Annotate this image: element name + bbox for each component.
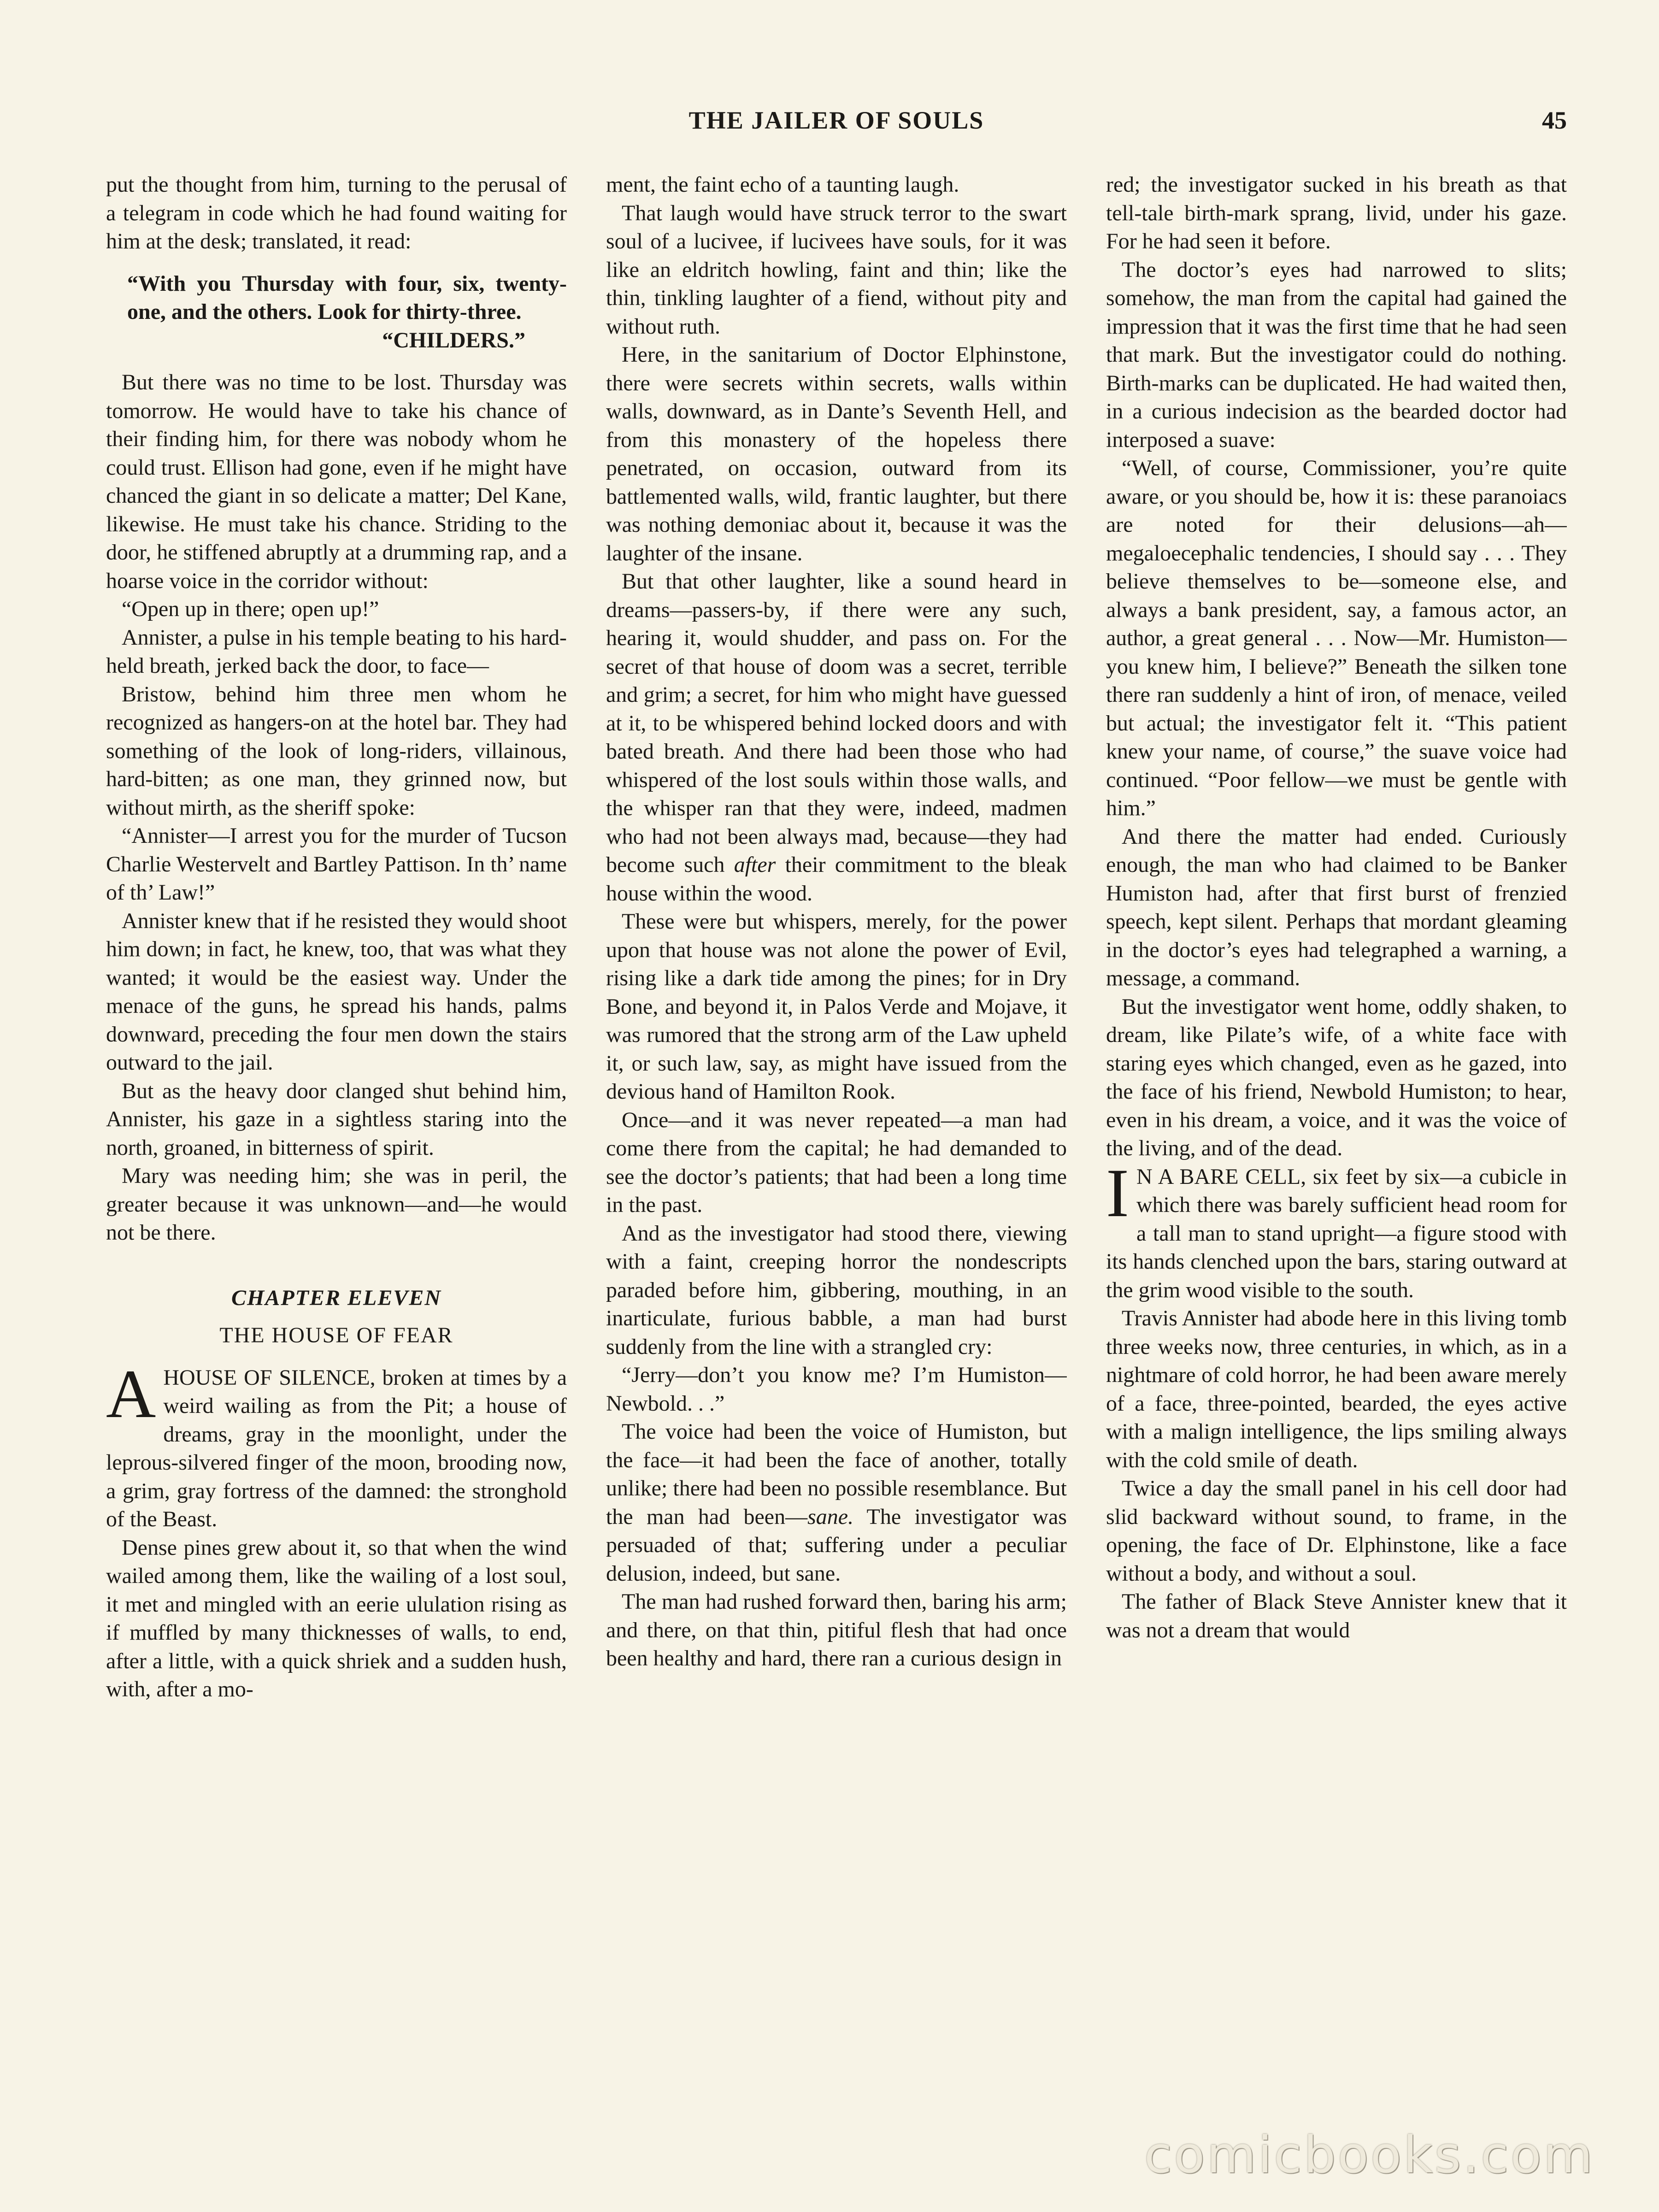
paragraph-text: But that other laughter, like a sound heard in dreams—passers-by, if there were any such, hearing it, would shudder, and pass on. For the secret of that house of doom was a secret, terrible and grim; a secret, for him who might have guessed at it, to be whispered behind locked doors and with bated breath. And there had been those who had whispered of the lost souls within those walls, and the whisper ran that they were, indeed, madmen who had not been always mad, because—they had become such [606, 569, 1067, 877]
paragraph: But as the heavy door clanged shut behind him, Annister, his gaze in a sightless staring into the north, groaned, in bitterness of spirit. [106, 1078, 567, 1160]
column-1 [106, 171, 567, 2106]
paragraph-text: The investigator was persuaded of that; suffering under a peculiar delusion, indeed, but sane. [606, 1504, 1067, 1586]
paragraph: Bristow, behind him three men whom he recognized as hangers-on at the hotel bar. They had something of the look of long-riders, villainous, hard-bitten; as one man, they grinned now, but without mirth, as the sheriff spoke: [106, 682, 567, 820]
paragraph: That laugh would have struck terror to the swart soul of a lucivee, if lucivees have souls, for it was like an eldritch howling, faint and thin; like the thin, tinkling laughter of a fiend, without pity and without ruth. [606, 200, 1067, 339]
emphasis: sane. [807, 1504, 854, 1529]
paragraph: Once—and it was never repeated—a man had come there from the capital; he had demanded to see the doctor’s patients; that had been a long time in the past. [606, 1107, 1067, 1217]
telegram-signature: “CHILDERS.” [382, 328, 525, 353]
paragraph-text: their commitment to the bleak house within the wood. [606, 853, 1067, 906]
paragraph: But the investigator went home, oddly shaken, to dream, like Pilate’s wife, of a white face with staring eyes which changed, even as he gazed, into the face of his friend, Newbold Humiston; to hear, even in his dream, a voice, and it was the voice of the living, and of the dead. [1106, 994, 1567, 1160]
emphasis: after [734, 853, 776, 877]
paragraph [606, 567, 1067, 907]
drop-cap: I [1106, 1154, 1129, 1231]
paragraph: Dense pines grew about it, so that when the wind wailed among them, like the wailing of a lost soul, it met and mingled with an eerie ululation rising as if muffled by many thicknesses of walls, to end, after a little, with a quick shriek and a sudden hush, with, after a mo- [106, 1535, 567, 1701]
column-2 [606, 171, 1067, 2106]
chapter-title: THE HOUSE OF FEAR [219, 1323, 453, 1347]
paragraph: But there was no time to be lost. Thursday was tomorrow. He would have to take his chance of their finding him, for there was nobody whom he could trust. Ellison had gone, even if he might have chanced the giant in so delicate a matter; Del Kane, likewise. He must take his chance. Striding to the door, he stiffened abruptly at a drumming rap, and a hoarse voice in the corridor without: [106, 370, 567, 593]
paragraph-text: six feet by six—a cubicle in which there was barely sufficient head room for a tall man to stand upright—a figure stood with its hands clenched upon the bars, staring outward at the grim wood visible to the south. [1106, 1164, 1567, 1302]
paragraph: And there the matter had ended. Curiously enough, the man who had claimed to be Banker Humiston had, after that first burst of frenzied speech, kept silent. Perhaps that mordant gleaming in the doctor’s eyes had telegraphed a warning, a message, a command. [1106, 824, 1567, 990]
paragraph: Here, in the sanitarium of Doctor Elphinstone, there were secrets within secrets, walls within walls, downward, as in Dante’s Seventh Hell, and from this monastery of the hopeless there penetrated, on occasion, outward from its battlemented walls, wild, frantic laughter, but there was nothing demoniac about it, because it was the laughter of the insane. [606, 342, 1067, 565]
paragraph-text: The voice had been the voice of Humiston, but the face—it had been the face of another, totally unlike; there had been no possible resemblance. But the man had been— [606, 1419, 1067, 1529]
paragraph: put the thought from him, turning to the perusal of a telegram in code which he had found waiting for him at the desk; translated, it read: [106, 172, 567, 253]
paragraph: The man had rushed forward then, baring his arm; and there, on that thin, pitiful flesh that had once been healthy and hard, there ran a curious design in [606, 1589, 1067, 1671]
paragraph: “Open up in there; open up!” [122, 597, 379, 621]
paragraph: Annister, a pulse in his temple beating to his hard-held breath, jerked back the door, to face— [106, 625, 567, 678]
paragraph: “Well, of course, Commissioner, you’re quite aware, or you should be, how it is: these paranoiacs are noted for their delusions—ah—megaloecephalic tendencies, I should say . . . They believe themselves to be—someone else, and always a bank president, say, a famous actor, an author, a great general . . . Now—Mr. Humiston—you knew him, I believe?” Beneath the silken tone there ran suddenly a hint of iron, of menace, veiled but actual; the investigator felt it. “This patient knew your name, of course,” the suave voice had continued. “Poor fellow—we must be gentle with him.” [1106, 456, 1567, 820]
paragraph: red; the investigator sucked in his breath as that tell-tale birth-mark sprang, livid, under his gaze. For he had seen it before. [1106, 172, 1567, 253]
paragraph: And as the investigator had stood there, viewing with a faint, creeping horror the nondescripts paraded before him, gibbering, mouthing, in an inarticulate, furious babble, a man had burst suddenly from the line with a strangled cry: [606, 1221, 1067, 1359]
paragraph: Travis Annister had abode here in this living tomb three weeks now, three centuries, in which, as in a nightmare of cold horror, he had been aware merely of a face, three-pointed, bearded, the eyes active with a malign intelligence, the lips smiling always with the cold smile of death. [1106, 1306, 1567, 1472]
lead-in: HOUSE OF SILENCE, [163, 1365, 376, 1390]
paragraph-text: broken at times by a weird wailing as from the Pit; a house of dreams, gray in the moonlight, under the leprous-silvered finger of the moon, brooding now, a grim, gray fortress of the damned: the stronghold of the Beast. [106, 1365, 567, 1531]
drop-cap: A [106, 1355, 156, 1432]
paragraph: The father of Black Steve Annister knew that it was not a dream that would [1106, 1589, 1567, 1642]
chapter-opening-paragraph [106, 1355, 567, 1534]
paragraph: “Jerry—don’t you know me? I’m Humiston—Newbold. . .” [606, 1363, 1067, 1416]
running-head: THE JAILER OF SOULS [688, 106, 984, 134]
paragraph: The doctor’s eyes had narrowed to slits; somehow, the man from the capital had gained the impression that it was the first time that he had seen that mark. But the investigator could do nothing. Birth-marks can be duplicated. He had waited then, in a curious indecision as the bearded doctor had interposed a suave: [1106, 257, 1567, 452]
page-number: 45 [1542, 106, 1567, 134]
paragraph [606, 1418, 1067, 1588]
paragraph: These were but whispers, merely, for the power upon that house was not alone the power of Evil, rising like a dark tide among the pines; for in Dry Bone, and beyond it, in Palos Verde and Mojave, it was rumored that the strong arm of the Law upheld it, or such law, say, as might have issued from the devious hand of Hamilton Rook. [606, 909, 1067, 1104]
lead-in: N A BARE CELL, [1136, 1164, 1306, 1189]
section-opening-paragraph [1106, 1154, 1567, 1305]
telegram-text: “With you Thursday with four, six, twenty-one, and the others. Look for thirty-three. [127, 271, 567, 324]
article-body [106, 171, 1567, 2106]
paragraph: Mary was needing him; she was in peril, the greater because it was unknown—and—he would not be there. [106, 1164, 567, 1245]
paragraph: Twice a day the small panel in his cell door had slid backward without sound, to frame, in the opening, the face of Dr. Elphinstone, like a face without a body, and without a soul. [1106, 1476, 1567, 1586]
paragraph: “Annister—I arrest you for the murder of Tucson Charlie Westervelt and Bartley Pattison. In th’ name of th’ Law!” [106, 824, 567, 905]
paragraph: Annister knew that if he resisted they would shoot him down; in fact, he knew, too, that was what they wanted; it would be the easiest way. Under the menace of the guns, he spread his hands, palms downward, preceding the four men down the stairs outward to the jail. [106, 908, 567, 1075]
telegram-block [127, 270, 567, 355]
watermark: comicbooks.com [1144, 2125, 1594, 2184]
paragraph: ment, the faint echo of a taunting laugh. [606, 172, 959, 197]
column-3 [1106, 171, 1567, 2106]
chapter-number: CHAPTER ELEVEN [231, 1285, 442, 1310]
page-header [106, 106, 1567, 147]
